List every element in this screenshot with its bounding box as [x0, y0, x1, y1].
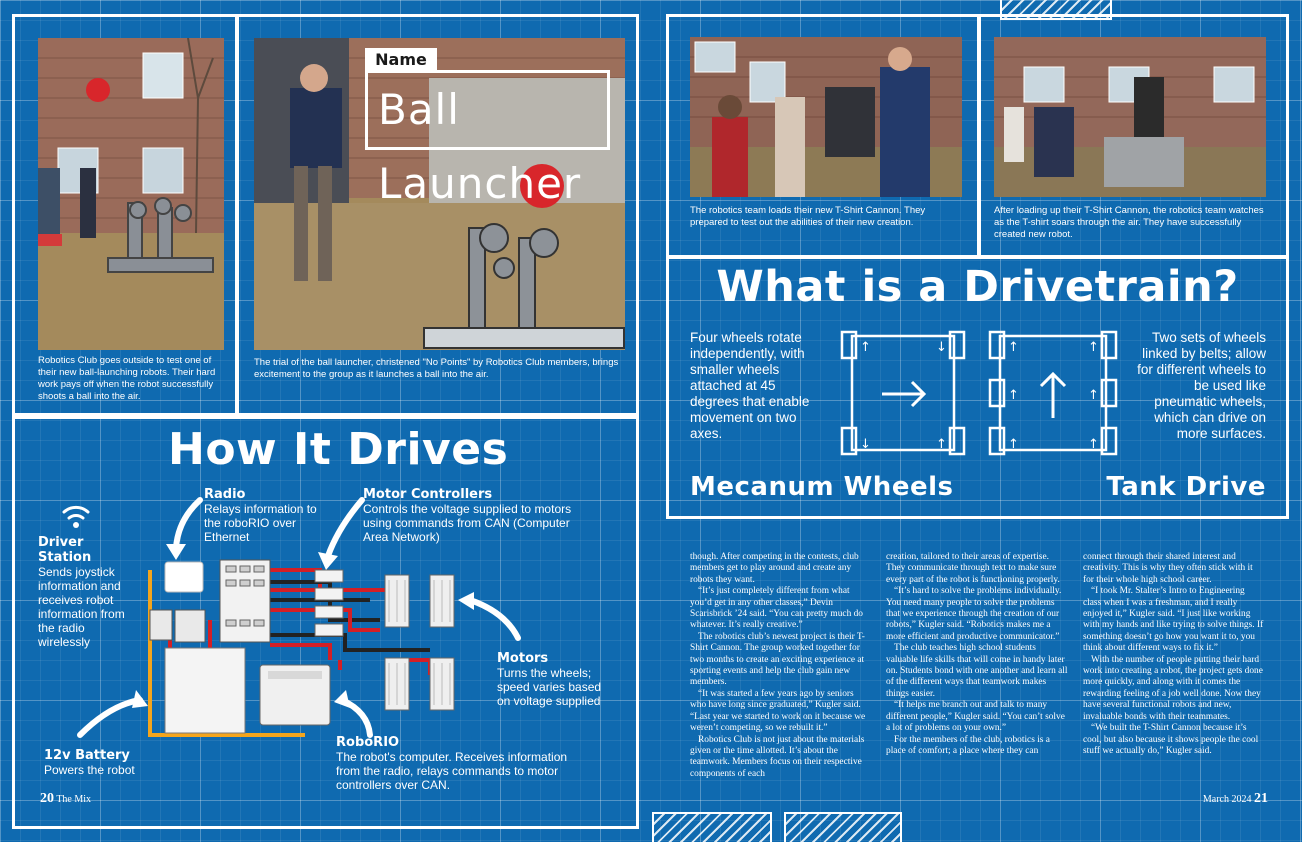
- tank-label: Tank Drive: [1106, 472, 1266, 502]
- photo4-caption: After loading up their T-Shirt Cannon, the robotics team watches as the T-shirt soars through the air. They have successfully created new robot.: [994, 205, 1264, 240]
- story-column-1: [690, 552, 872, 784]
- name-tag-value: Ball Launcher: [365, 70, 610, 150]
- mecanum-diagram: [838, 328, 968, 458]
- svg-text:↑: ↑: [1008, 437, 1019, 452]
- story-paragraph: creation, tailored to their areas of expertise. They communicate through text to make sure every part of the robot is functioning properly.: [886, 552, 1060, 585]
- radio-arrow: [176, 500, 200, 548]
- motors-label-title: Motors: [497, 651, 549, 666]
- radio-label-title: Radio: [204, 487, 246, 502]
- svg-text:↑: ↑: [1088, 388, 1099, 403]
- story-paragraph: Robotics Club is not just about the materials given or the time allotted. It’s about the teamwork. Members focus on their respective components of each: [690, 734, 865, 779]
- story-paragraph: “I took Mr. Stalter’s Intro to Engineering class when I was a freshman, and I really enjoyed it,” Kugler said. “I just like working with my hands and like trying to solve things. If something doesn’t go how you want it to, you think about different ways to fix it.”: [1083, 586, 1264, 654]
- story-paragraph: “It’s just completely different from what you’d get in any other classes,” Devin Scarisbrick ’24 said. “You can pretty much do whatever. It’s really creative.”: [690, 586, 863, 631]
- svg-text:↓: ↓: [860, 437, 871, 452]
- drivetrain-title: What is a Drivetrain?: [716, 262, 1239, 312]
- issue-date: March 2024: [1202, 794, 1252, 805]
- diagram-arrows: [0, 0, 640, 842]
- battery-arrow: [80, 700, 140, 735]
- mecanum-description: Four wheels rotate independently, with smaller wheels attached at 45 degrees that enable movement on two axes.: [690, 330, 810, 441]
- story-paragraph: “It’s hard to solve the problems individually. You need many people to solve the problems that we experience through the creation of our robots,” Kugler said. “Robotics makes me a more efficient and productive communicator.”: [886, 586, 1062, 642]
- left-folio: [40, 791, 91, 807]
- story-column-3: [1083, 552, 1265, 784]
- mecanum-label: Mecanum Wheels: [690, 472, 954, 502]
- left-page-number: 20: [40, 791, 54, 806]
- tank-description: Two sets of wheels linked by belts; allow for different wheels to be used like pneumatic wheels, which can drive on more surfaces.: [1137, 330, 1266, 441]
- battery-label-body: Powers the robot: [44, 763, 135, 777]
- roborio-label: [336, 735, 586, 792]
- motors-label: [497, 651, 607, 708]
- story-paragraph: With the number of people putting their hard work into creating a robot, the project gets done more quickly, and along with it comes the rewarding feeling of a job well done. Now they have several functional robots and new, invaluable bonds with their teammates.: [1083, 654, 1263, 722]
- story-paragraph: “We built the T-Shirt Cannon because it’s cool, but also because it shows people the cool stuff we actually do,” Kugler said.: [1083, 723, 1259, 756]
- hatch-bottom-2: [784, 812, 902, 842]
- battery-label-title: 12v Battery: [44, 748, 130, 763]
- driver-station-label-title: Driver Station: [38, 535, 92, 565]
- story-paragraph: “It helps me branch out and talk to many different people,” Kugler said. “You can’t solve a lot of problems on your own.”: [886, 700, 1065, 734]
- motors-arrow: [470, 600, 518, 638]
- publication-name: The Mix: [56, 794, 92, 805]
- story-paragraph: connect through their shared interest and creativity. This is why they often stick with it for their whole high school career.: [1083, 552, 1253, 585]
- name-tag-label: Name: [365, 48, 437, 72]
- svg-text:↑: ↑: [860, 340, 871, 355]
- photo1-caption: Robotics Club goes outside to test one of their new ball-launching robots. Their hard work pays off when the robot successfully shoots a ball into the air.: [38, 355, 216, 402]
- story-column-2: [886, 552, 1068, 784]
- photo-tshirt-cannon-loading: [690, 37, 962, 197]
- svg-text:↑: ↑: [1008, 340, 1019, 355]
- photo-tshirt-cannon-launch: [994, 37, 1266, 197]
- driver-station-label-body: Sends joystick information and receives robot information from the radio wirelessly: [38, 565, 125, 649]
- motors-label-body: Turns the wheels; speed varies based on voltage supplied: [497, 666, 602, 708]
- photo3-caption: The robotics team loads their new T-Shirt Cannon. They prepared to test out the abilities of their new creation.: [690, 205, 926, 228]
- story-paragraph: “It was started a few years ago by seniors who have long since graduated,” Kugler said. “Last year we started to work on it because we weren’t competing, so we rebuilt it.”: [690, 688, 866, 734]
- photo2-caption: The trial of the ball launcher, christened "No Points" by Robotics Club members, brings excitement to the group as it launches a ball into the air.: [254, 357, 619, 380]
- right-page-number: 21: [1254, 791, 1268, 806]
- story-paragraph: The club teaches high school students valuable life skills that will come in handy later on. Students bond with one another and learn all of the different ways that teamwork makes things easier.: [886, 643, 1068, 699]
- hatch-bottom-1: [652, 812, 772, 842]
- radio-label-body: Relays information to the roboRIO over Ethernet: [204, 502, 317, 544]
- svg-text:↑: ↑: [1088, 437, 1099, 452]
- radio-label: [204, 487, 334, 544]
- driver-station-label: [38, 535, 138, 649]
- motor-controllers-label-title: Motor Controllers: [363, 487, 493, 502]
- battery-label: [44, 748, 164, 777]
- roborio-label-body: The robot's computer. Receives information from the radio, relays commands to motor controllers over CAN.: [336, 750, 568, 792]
- motor-controllers-label: [363, 487, 585, 544]
- story-paragraph: though. After competing in the contests, club members get to play around and create any robots they want.: [690, 552, 859, 585]
- story-paragraph: The robotics club’s newest project is their T-Shirt Cannon. The group worked together for two months to create an exciting experience at sporting events and help the club gain new members.: [690, 631, 865, 688]
- svg-text:↓: ↓: [936, 340, 947, 355]
- right-folio: [1150, 791, 1268, 807]
- how-it-drives-title: How It Drives: [168, 424, 509, 475]
- svg-text:↑: ↑: [1088, 340, 1099, 355]
- svg-text:↑: ↑: [1008, 388, 1019, 403]
- roborio-label-title: RoboRIO: [336, 735, 400, 750]
- story-paragraph: For the members of the club, robotics is a place of comfort; a place where they can: [886, 734, 1050, 756]
- svg-text:↑: ↑: [936, 437, 947, 452]
- motor-controllers-label-body: Controls the voltage supplied to motors using commands from CAN (Computer Area Network): [363, 502, 572, 544]
- tank-diagram: [986, 328, 1120, 458]
